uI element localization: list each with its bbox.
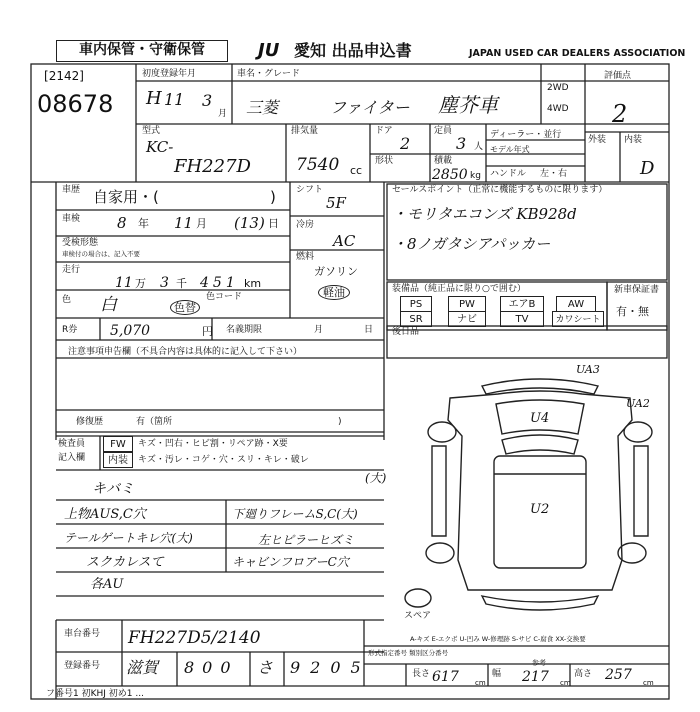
meigi-day-unit: 日 <box>364 325 374 335</box>
aircon-value: AC <box>333 232 356 250</box>
plate-label: 登録番号 <box>64 661 101 671</box>
spare-label: スペア <box>404 611 432 621</box>
usage-value: 自家用・( <box>93 188 159 206</box>
checker-label-1: 検査員 <box>58 439 86 449</box>
registration-month: 3 <box>202 91 213 110</box>
repair-label: 修復歴 <box>76 417 104 427</box>
registration-era: H <box>146 88 162 109</box>
usage-label: 車歴 <box>62 185 81 195</box>
equipment-airbag: エアB <box>500 296 544 312</box>
dimensions-label: 形式指定番号 類別区分番号 <box>368 649 449 657</box>
length-label: 長さ <box>412 669 431 679</box>
rating-label: 評価点 <box>604 71 632 81</box>
plate-class: 800 <box>184 658 239 677</box>
accept-form-label: 受検形態 <box>62 238 99 248</box>
dimensions-note: 参考 <box>532 659 546 667</box>
mileage-rest: 451 <box>200 275 239 291</box>
interior-label: 内装 <box>624 135 643 145</box>
inspection-year-unit: 年 <box>138 217 149 230</box>
repair-close: ) <box>338 417 342 427</box>
checker-label-2: 記入欄 <box>58 453 86 463</box>
mileage-sen: 3 <box>160 275 169 291</box>
remark-line-2: 上物AUS,C穴 <box>64 507 146 522</box>
main-table <box>30 64 670 712</box>
displacement-unit: cc <box>350 164 363 177</box>
remark-right-3: キャビンフロアーC穴 <box>232 555 349 569</box>
equipment-pw: PW <box>448 296 486 312</box>
plate-region: 滋賀 <box>126 658 159 677</box>
height-unit: cm <box>643 679 654 687</box>
damage-legend: A-キズ E-エクボ U-凹み W-修理跡 S-サビ C-腐食 XX-交換要 <box>410 635 586 643</box>
model-year-label: モデル年式 <box>490 145 530 154</box>
selling-points-label: セールスポイント（正常に機能するものに限ります） <box>392 185 608 195</box>
damage-label-ua2: UA2 <box>626 397 650 410</box>
footer-strip: フ番号1 初KHJ 初め1 ... <box>46 689 144 699</box>
damage-label-ua3: UA3 <box>576 363 600 376</box>
inspection-month: 11 <box>174 214 194 232</box>
selling-point-2: ・8ノガタシアパッカー <box>392 235 551 253</box>
exterior-label: 外装 <box>588 135 607 145</box>
remark-line-1: キバミ <box>92 481 134 497</box>
checker-marks: (大) <box>365 471 387 485</box>
doors-label: ドア <box>375 126 393 136</box>
registration-month-unit: 月 <box>218 109 228 119</box>
remark-line-3: テールゲートキレ穴(大) <box>64 531 193 545</box>
width-value: 217 <box>522 669 549 685</box>
model-code-label: 型式 <box>142 126 161 136</box>
load-value: 2850 <box>432 167 468 183</box>
equipment-navi: ナビ <box>448 311 486 327</box>
color-repaint: 色替 <box>170 300 200 315</box>
inspection-month-unit: 月 <box>196 217 207 230</box>
color-code-label: 色コード <box>206 292 243 302</box>
drive-2wd: 2WD <box>547 83 569 93</box>
load-label: 積載 <box>434 156 453 166</box>
plate-kana: さ <box>257 658 274 677</box>
color-label: 色 <box>62 295 72 305</box>
mileage-man: 11 <box>115 275 133 291</box>
equipment-tv: TV <box>500 311 544 327</box>
checker-interior-label: 内装 <box>103 452 133 468</box>
remark-line-4: スクカレスて <box>86 555 164 570</box>
usage-close: ) <box>270 188 276 206</box>
equipment-ps: PS <box>400 296 432 312</box>
displacement-value: 7540 <box>296 155 340 175</box>
mileage-sen-unit: 千 <box>176 277 187 290</box>
dealer-label: ディーラー・並行 <box>490 130 562 140</box>
capacity-unit: 人 <box>474 142 484 152</box>
car-name-label: 車名・グレード <box>237 69 301 79</box>
plate-number: 9205 <box>290 658 371 677</box>
handle-options: 左・右 <box>540 169 568 179</box>
recycle-label: R券 <box>62 325 78 335</box>
capacity-value: 3 <box>456 134 467 153</box>
width-unit: cm <box>560 679 571 687</box>
mileage-unit: km <box>244 277 262 290</box>
repair-value: 有（箇所 <box>136 417 173 427</box>
new-warranty-label: 新車保証書 <box>614 285 660 295</box>
car-grade: 塵芥車 <box>438 93 498 117</box>
fuel-label: 燃料 <box>296 252 315 262</box>
selling-point-1: ・モリタエコンズ KB928d <box>392 205 577 223</box>
equipment-aw: AW <box>556 296 596 312</box>
mileage-label: 走行 <box>62 265 81 275</box>
checker-fw-text: キズ・凹右・ヒビ割・リペア跡・X要 <box>138 439 288 449</box>
fuel-circled: 軽油 <box>318 285 350 300</box>
accept-form-note: 車検付の場合は、記入不要 <box>62 250 140 258</box>
mileage-man-unit: 万 <box>135 277 146 290</box>
shift-value: 5F <box>326 194 346 212</box>
remark-right-2: 左ヒピラーヒズミ <box>258 533 355 547</box>
remark-line-5: 各AU <box>90 577 124 592</box>
length-unit: cm <box>475 679 486 687</box>
handle-label: ハンドル <box>490 169 527 179</box>
new-warranty-options: 有・無 <box>616 305 649 318</box>
ju-logo: JU <box>258 40 280 61</box>
shift-label: シフト <box>296 185 324 195</box>
drive-4wd: 4WD <box>547 104 569 114</box>
model-code: FH227D <box>174 156 251 177</box>
recycle-unit: 円 <box>202 325 213 338</box>
chassis-value: FH227D5/2140 <box>128 628 261 648</box>
model-code-prefix: KC- <box>146 138 174 156</box>
inspection-label: 車検 <box>62 214 81 224</box>
meigi-month-unit: 月 <box>314 325 324 335</box>
rating-value: 2 <box>612 100 628 128</box>
recycle-value: 5,070 <box>110 323 151 339</box>
checker-fw-label: FW <box>103 436 133 452</box>
car-model: ファイター <box>330 98 410 117</box>
registration-label: 初度登録年月 <box>142 69 197 79</box>
car-maker: 三菱 <box>246 98 279 117</box>
inspection-day: (13) <box>234 214 265 232</box>
lot-sub-code: [2142] <box>44 69 84 83</box>
inspection-day-unit: 日 <box>268 217 279 230</box>
load-unit: kg <box>470 171 481 181</box>
color-value: 白 <box>100 295 117 315</box>
shape-label: 形状 <box>375 156 394 166</box>
attachment-label: 後日品 <box>392 327 420 337</box>
meigi-label: 名義期限 <box>226 325 263 335</box>
registration-year: 11 <box>164 90 185 109</box>
chassis-label: 車台番号 <box>64 629 101 639</box>
lot-number: 08678 <box>37 90 114 118</box>
width-label: 幅 <box>492 669 502 679</box>
height-value: 257 <box>605 667 632 683</box>
doors-value: 2 <box>400 134 411 153</box>
association-name: JAPAN USED CAR DEALERS ASSOCIATION <box>469 48 686 59</box>
equipment-sr: SR <box>400 311 432 327</box>
capacity-label: 定員 <box>434 126 453 136</box>
notes-label: 注意事項申告欄（不具合内容は具体的に記入して下さい） <box>68 347 303 357</box>
height-label: 高さ <box>574 669 593 679</box>
length-value: 617 <box>432 669 459 685</box>
damage-label-u2: U2 <box>530 502 550 517</box>
displacement-label: 排気量 <box>291 126 319 136</box>
exterior-value: D <box>640 158 655 179</box>
fuel-value: ガソリン <box>314 265 358 278</box>
inspection-year: 8 <box>117 214 127 232</box>
checker-interior-text: キズ・汚レ・コゲ・穴・スリ・キレ・破レ <box>138 455 309 465</box>
aircon-label: 冷房 <box>296 220 315 230</box>
equipment-seat: カワシート <box>552 311 604 327</box>
remark-right-1: 下廻りフレームS,C(大) <box>232 507 358 521</box>
form-title: 愛知 出品申込書 <box>294 41 412 60</box>
storage-label: 車内保管・守衛保管 <box>56 40 228 62</box>
equipment-label: 装備品（純正品に限り○で囲む） <box>392 284 526 294</box>
damage-label-u4: U4 <box>530 411 550 426</box>
